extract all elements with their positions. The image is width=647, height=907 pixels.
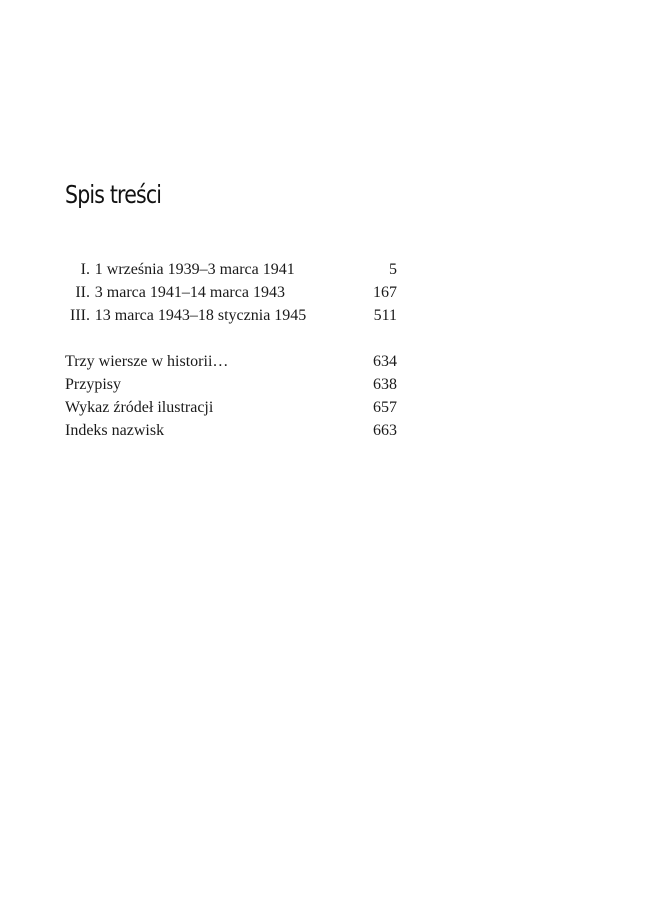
chapter-number: I.	[80, 261, 90, 278]
page-number: 511	[373, 307, 397, 324]
chapter-number: III.	[70, 307, 90, 324]
toc-chapter-1	[65, 258, 397, 281]
toc-back-matter-4	[65, 419, 397, 442]
table-of-contents	[65, 258, 397, 442]
toc-chapter-3	[65, 304, 397, 327]
chapter-title: 3 marca 1941–14 marca 1943	[94, 284, 285, 301]
toc-back-matter-2	[65, 373, 397, 396]
chapter-title: 13 marca 1943–18 stycznia 1945	[94, 307, 307, 324]
page-number: 663	[373, 422, 397, 439]
entry-title: Indeks nazwisk	[65, 422, 165, 439]
page-number: 634	[373, 353, 397, 370]
chapter-label	[65, 281, 285, 304]
chapter-title: 1 września 1939–3 marca 1941	[94, 261, 295, 278]
section-spacer	[65, 327, 397, 350]
chapter-label	[65, 304, 306, 327]
toc-title: Spis treści	[65, 180, 162, 209]
chapter-label	[65, 258, 295, 281]
entry-title: Przypisy	[65, 376, 121, 393]
toc-back-matter-3	[65, 396, 397, 419]
chapter-number: II.	[75, 284, 90, 301]
page-number: 638	[373, 376, 397, 393]
toc-back-matter-1	[65, 350, 397, 373]
entry-title: Wykaz źródeł ilustracji	[65, 399, 214, 416]
entry-title: Trzy wiersze w historii…	[65, 353, 229, 370]
page-number: 167	[373, 284, 397, 301]
toc-chapter-2	[65, 281, 397, 304]
page-number: 657	[373, 399, 397, 416]
page-number: 5	[389, 261, 397, 278]
